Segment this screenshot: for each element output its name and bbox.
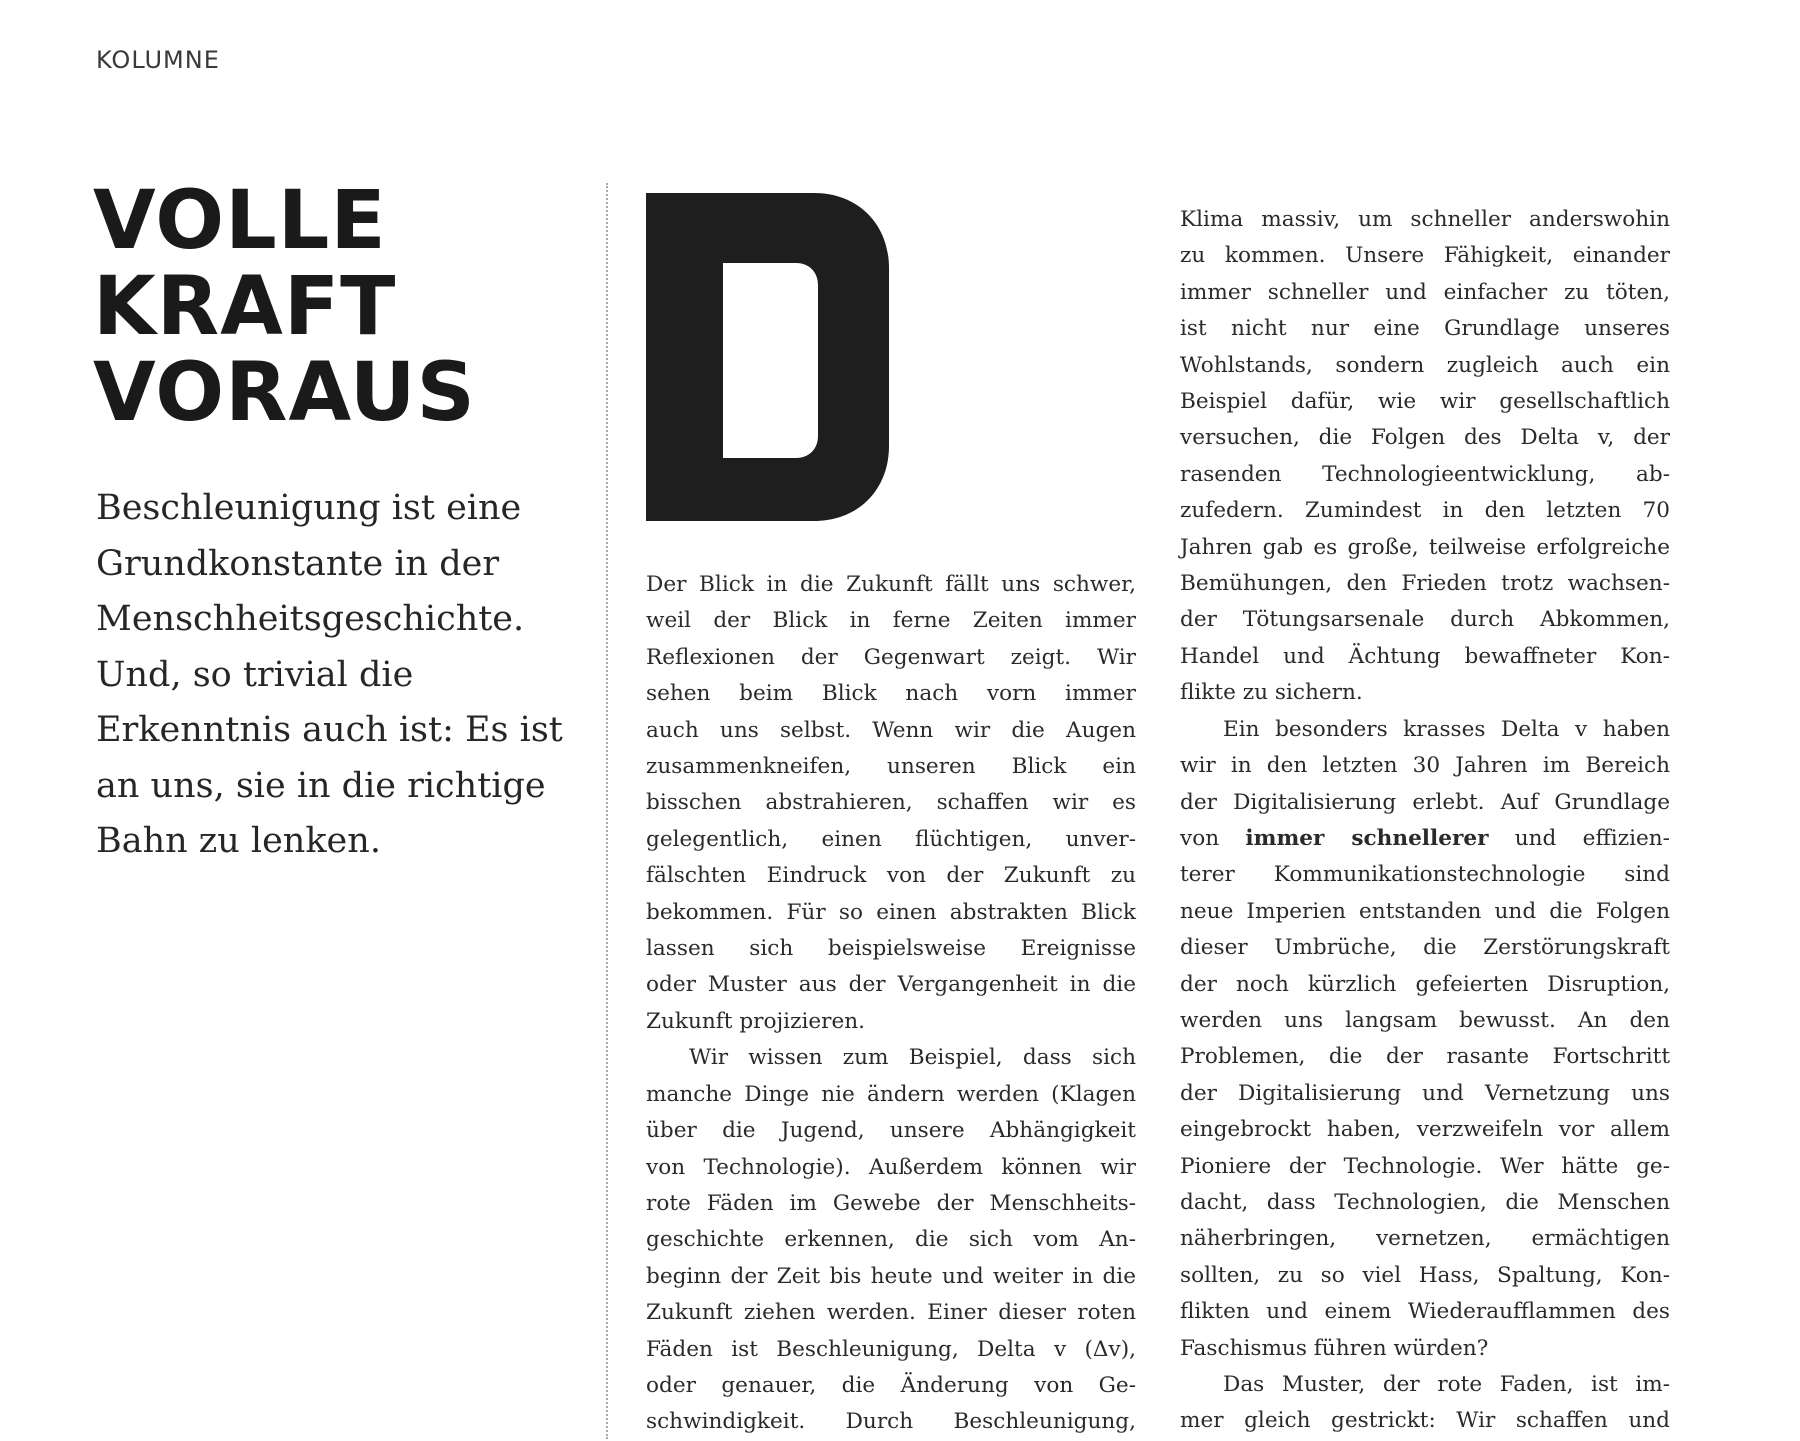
article-headline — [93, 174, 563, 440]
text-line: Wohlstands, sondern zugleich auch ein — [1180, 352, 1670, 378]
text-line: Zukunft ziehen werden. Einer dieser roten — [646, 1300, 1136, 1326]
text-line: Fäden ist Beschleunigung, Delta v (Δv), — [646, 1336, 1136, 1362]
emphasis-text: immer schnellerer — [1245, 825, 1489, 851]
text-line: von Technologie). Außerdem können wir — [646, 1154, 1136, 1180]
text-line: zusammenkneifen, unseren Blick ein — [646, 754, 1136, 780]
text-line: Zukunft projizieren. — [646, 1008, 866, 1034]
paragraph — [646, 567, 1136, 1040]
text-line: der Digitalisierung und Vernetzung uns — [1180, 1080, 1670, 1106]
text-line: sehen beim Blick nach vorn immer — [646, 681, 1136, 707]
text-line: der Digitalisierung erlebt. Auf Grundlage — [1180, 789, 1670, 815]
text-line: manche Dinge nie ändern werden (Klagen — [646, 1081, 1136, 1107]
text-line: terer Kommunikationstechnologie sind — [1180, 862, 1670, 888]
teaser-line: Beschleunigung ist eine — [96, 488, 522, 528]
headline-line: VORAUS — [93, 346, 476, 440]
text-line: eingebrockt haben, verzweifeln vor allem — [1180, 1117, 1670, 1143]
text-line: Handel und Ächtung bewaffneter Kon- — [1180, 643, 1670, 669]
text-line: geschichte erkennen, die sich vom An- — [646, 1227, 1136, 1253]
headline-line: KRAFT — [93, 260, 397, 354]
paragraph — [1180, 1367, 1670, 1440]
text-line: wir in den letzten 30 Jahren im Bereich — [1180, 753, 1670, 779]
text-line: Klima massiv, um schneller anderswohin — [1180, 207, 1670, 232]
article-column-right — [1180, 202, 1670, 1440]
text-line: fälschten Eindruck von der Zukunft zu — [646, 863, 1136, 889]
text-line: der Tötungsarsenale durch Abkommen, — [1180, 607, 1670, 633]
text-line: schwindigkeit. Durch Beschleunigung, — [646, 1409, 1136, 1435]
text-line: oder genauer, die Änderung von Ge- — [646, 1372, 1136, 1398]
article-column-left — [646, 567, 1136, 1441]
text-line: Beispiel dafür, wie wir gesellschaftlich — [1180, 389, 1670, 415]
text-line: Reflexionen der Gegenwart zeigt. Wir — [646, 644, 1136, 670]
text-line: beginn der Zeit bis heute und weiter in die — [646, 1263, 1136, 1289]
paragraph — [1180, 712, 1670, 1367]
paragraph — [1180, 202, 1670, 712]
text-line: gelegentlich, einen flüchtigen, unver- — [646, 826, 1136, 852]
text-line: bekommen. Für so einen abstrakten Blick — [646, 899, 1136, 925]
text-line: weil der Blick in ferne Zeiten immer — [646, 608, 1136, 634]
text-line: oder Muster aus der Vergangenheit in die — [646, 972, 1136, 998]
text-line: Problemen, die der rasante Fortschritt — [1180, 1044, 1670, 1070]
text-run: von — [1180, 825, 1246, 851]
text-run: und effizien- — [1488, 825, 1670, 851]
teaser-line: Und, so trivial die — [96, 654, 414, 695]
text-line: zu kommen. Unsere Fähigkeit, einander — [1180, 243, 1670, 269]
text-line: lassen sich beispielsweise Ereignisse — [646, 936, 1136, 962]
teaser-line: Erkenntnis auch ist: Es ist — [96, 710, 563, 750]
column-divider — [606, 183, 608, 1439]
text-line: immer schneller und einfacher zu töten, — [1180, 279, 1670, 305]
text-line: zufedern. Zumindest in den letzten 70 — [1180, 498, 1670, 524]
headline-line: VOLLE — [93, 174, 387, 268]
teaser-line: Bahn zu lenken. — [96, 821, 381, 861]
text-line: Ein besonders krasses Delta v haben — [1223, 716, 1670, 742]
section-kicker: KOLUMNE — [96, 46, 220, 74]
text-line: mer gleich gestrickt: Wir schaffen und — [1180, 1408, 1670, 1434]
paragraph — [646, 1040, 1136, 1440]
text-line: über die Jugend, unsere Abhängigkeit — [646, 1118, 1136, 1144]
teaser-line: Menschheitsgeschichte. — [96, 599, 525, 639]
text-line: rote Fäden im Gewebe der Menschheits- — [646, 1190, 1136, 1216]
text-line: näherbringen, vernetzen, ermächtigen — [1180, 1226, 1670, 1252]
text-line: dieser Umbrüche, die Zerstörungskraft — [1180, 935, 1670, 961]
text-line: rasenden Technologieentwicklung, ab- — [1180, 461, 1670, 487]
text-line-with-emphasis — [1180, 821, 1670, 857]
text-line: neue Imperien entstanden und die Folgen — [1180, 898, 1670, 924]
drop-cap-d — [646, 193, 889, 521]
article-teaser — [96, 481, 581, 870]
teaser-line: an uns, sie in die richtige — [96, 765, 546, 806]
text-line: der noch kürzlich gefeierten Disruption, — [1180, 971, 1670, 997]
text-line: Das Muster, der rote Faden, ist im- — [1223, 1372, 1670, 1397]
text-line: flikten und einem Wiederaufflammen des — [1180, 1299, 1670, 1325]
text-line: Bemühungen, den Frieden trotz wachsen- — [1180, 571, 1670, 597]
teaser-line: Grundkonstante in der — [96, 543, 500, 584]
text-line: auch uns selbst. Wenn wir die Augen — [646, 717, 1136, 743]
text-line: Der Blick in die Zukunft fällt uns schwer, — [646, 572, 1136, 597]
text-line: sollten, zu so viel Hass, Spaltung, Kon- — [1180, 1262, 1670, 1288]
text-line: Pioniere der Technologie. Wer hätte ge- — [1180, 1153, 1670, 1179]
text-line: Wir wissen zum Beispiel, dass sich — [689, 1045, 1136, 1071]
text-line: ist nicht nur eine Grundlage unseres — [1180, 316, 1670, 342]
text-line: flikte zu sichern. — [1180, 680, 1363, 706]
text-line: versuchen, die Folgen des Delta v, der — [1180, 425, 1670, 451]
text-line: werden uns langsam bewusst. An den — [1180, 1007, 1670, 1033]
text-line: bisschen abstrahieren, schaffen wir es — [646, 790, 1136, 816]
text-line: Faschismus führen würden? — [1180, 1335, 1489, 1361]
text-line: dacht, dass Technologien, die Menschen — [1180, 1189, 1670, 1215]
text-line: Jahren gab es große, teilweise erfolgreiche — [1180, 534, 1670, 560]
